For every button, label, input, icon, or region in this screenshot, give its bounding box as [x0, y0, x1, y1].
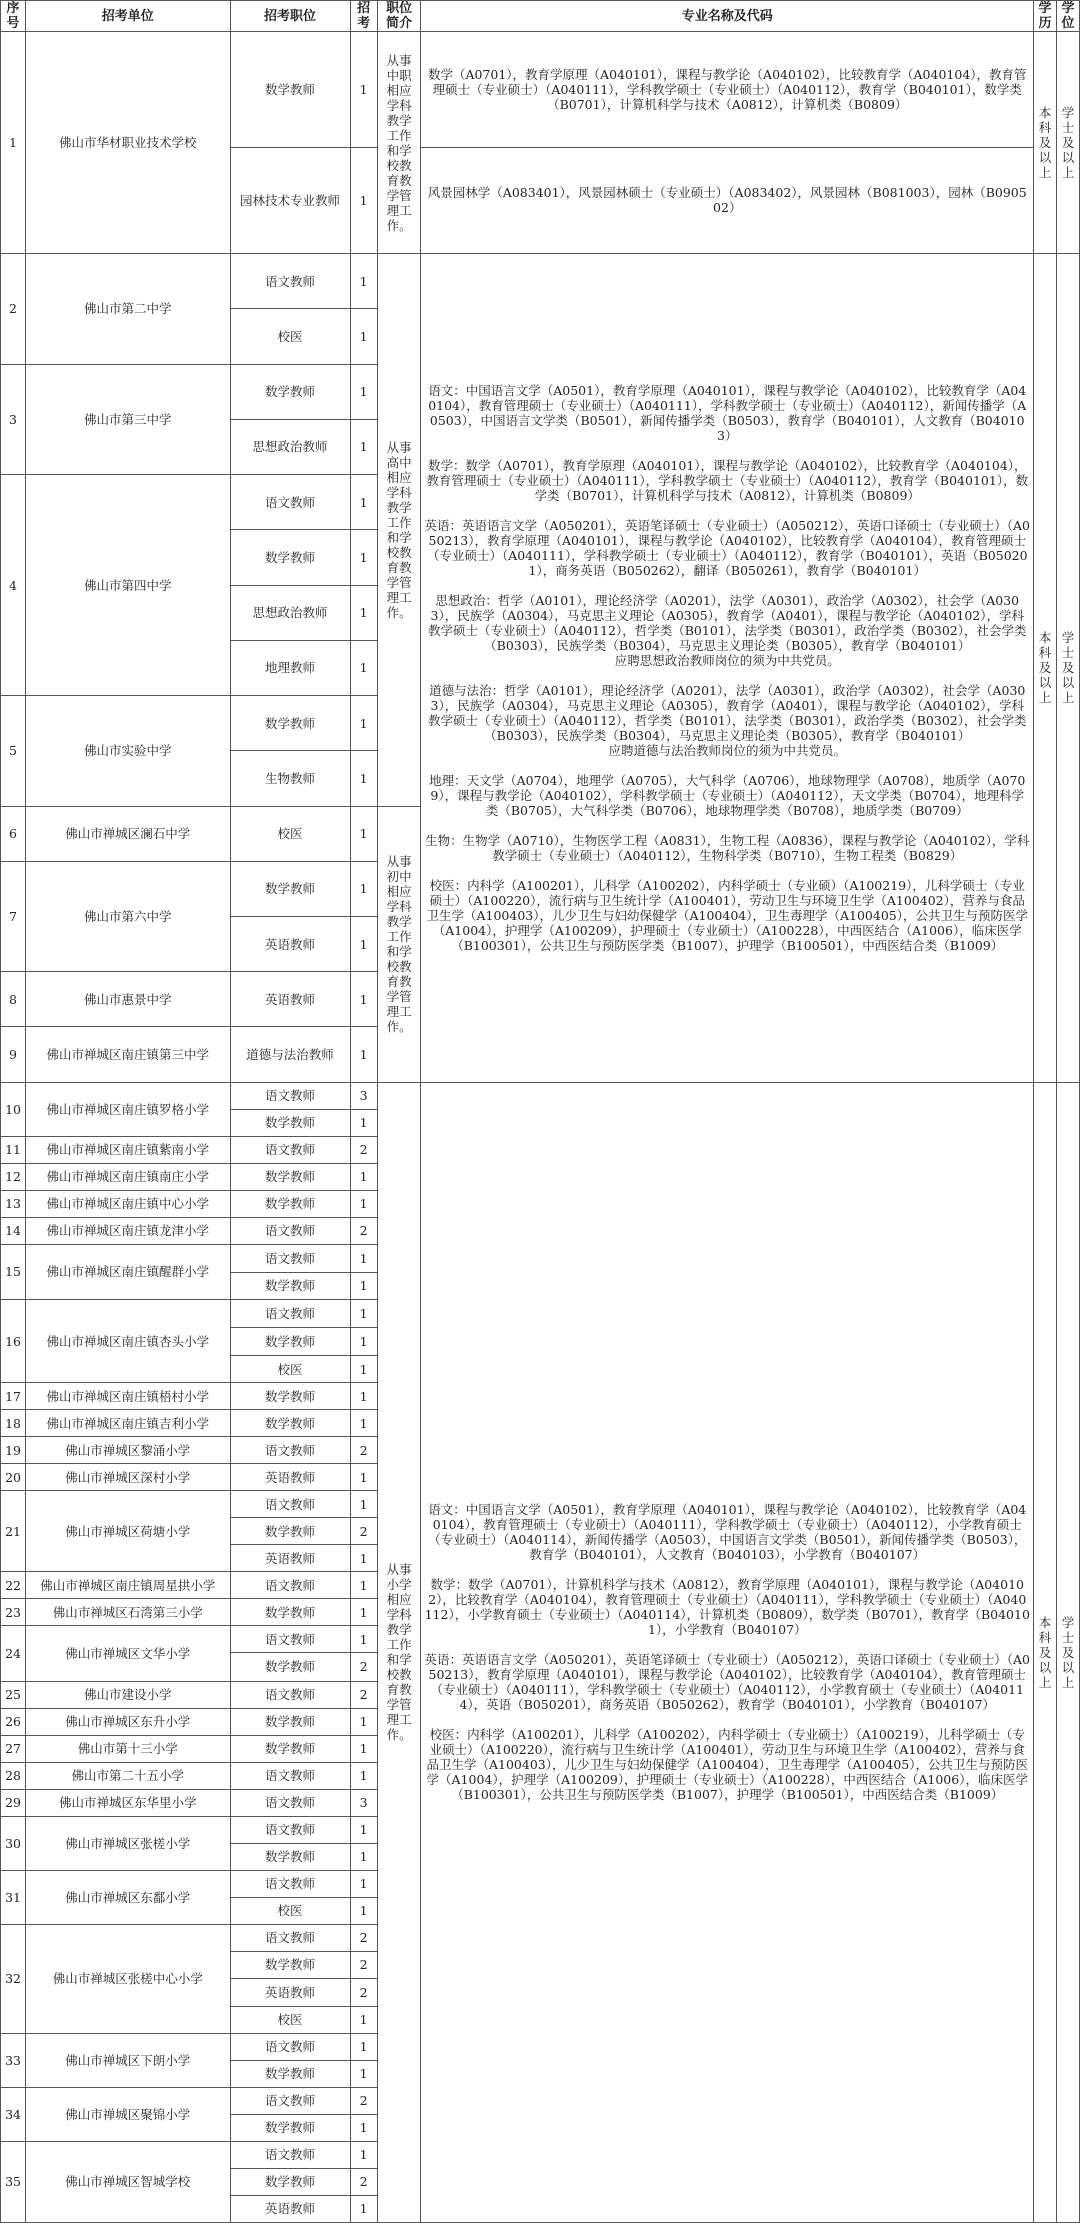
unit-name: 佛山市华材职业技术学校	[26, 32, 231, 254]
unit-name: 佛山市第六中学	[26, 861, 231, 971]
post-name: 数学教师	[230, 1410, 350, 1437]
table-body	[1, 32, 1080, 2223]
post-name: 语文教师	[230, 1217, 350, 1244]
post-name: 数学教师	[230, 1708, 350, 1735]
post-name: 数学教师	[230, 2114, 350, 2141]
unit-name: 佛山市禅城区智城学校	[26, 2141, 231, 2222]
post-name: 数学教师	[230, 1518, 350, 1545]
post-name: 语文教师	[230, 2033, 350, 2060]
post-name: 语文教师	[230, 1572, 350, 1599]
post-brief: 从事中职相应学科教学工作和学校教育教学管理工作。	[377, 32, 421, 254]
table-row	[1, 32, 1080, 148]
row-index: 13	[1, 1190, 26, 1217]
post-count: 1	[350, 1163, 377, 1190]
post-count: 1	[350, 147, 377, 253]
post-name: 语文教师	[230, 1870, 350, 1897]
unit-name: 佛山市实验中学	[26, 696, 231, 806]
degree-requirement	[1056, 1082, 1079, 2222]
post-count: 2	[350, 2168, 377, 2195]
row-index: 23	[1, 1599, 26, 1626]
unit-name: 佛山市建设小学	[26, 1681, 231, 1708]
post-name: 语文教师	[230, 2087, 350, 2114]
post-count: 1	[350, 751, 377, 806]
unit-name: 佛山市禅城区南庄镇梧村小学	[26, 1383, 231, 1410]
row-index: 31	[1, 1870, 26, 1924]
row-index: 34	[1, 2087, 26, 2141]
post-name: 语文教师	[230, 1626, 350, 1653]
post-count: 1	[350, 1762, 377, 1789]
post-name: 园林技术专业教师	[230, 147, 350, 253]
post-count: 1	[350, 2060, 377, 2087]
post-count: 2	[350, 1217, 377, 1244]
post-count: 1	[350, 2033, 377, 2060]
post-count: 2	[350, 1951, 377, 1978]
unit-name: 佛山市禅城区南庄镇南庄小学	[26, 1163, 231, 1190]
post-name: 数学教师	[230, 1599, 350, 1626]
post-name: 英语教师	[230, 1464, 350, 1491]
major-requirements: 语文：中国语言文学（A0501），教育学原理（A040101），课程与教学论（A040102），比较教育学（A040104），教育管理硕士（专业硕士）（A040111），学科教学硕士（专业硕士）（A040112），新闻传播学（A0503），中国语言文学类（B0501），新闻传播学类（B0503），教育学（B040101），人文教育（B040103） 数学：数学（A0701），教育学原理（A040101），课程与教学论（A040102），比较教育学（A040104），教育管理硕士（专业硕士）（A040111），学科教学硕士（专业硕士）（A040112），教育学（B040101），数学类（B0701），计算机科学与技术（A0812），计算机类（B0809） 英语：英语语言文学（A050201），英语笔译硕士（专业硕士）（A050212），英语口译硕士（专业硕士）（A050213），教育学原理（A040101），课程与教学论（A040102），比较教育学（A040104），教育管理硕士（专业硕士）（A040111），学科教学硕士（专业硕士）（A040112），教育学（B040101），英语（B050201），商务英语（B050262），翻译（B050261），教育学（B040101） 思想政治：哲学（A0101），理论经济学（A0201），法学（A0301），政治学（A0302），社会学（A0303），民族学（A0304），马克思主义理论（A0305），教育学（A0401），课程与教学论（A040102），学科教学硕士（专业硕士）（A040112），哲学类（B0101），法学类（B0301），政治学类（B0302），社会学类（B0303），民族学类（B0304），马克思主义理论类（B0305），教育学（B040101） 应聘思想政治教师岗位的须为中共党员。 道德与法治：哲学（A0101），理论经济学（A0201），法学（A0301），政治学（A0302），社会学（A0303），民族学（A0304），马克思主义理论（A0305），教育学（A0401），课程与教学论（A040102），学科教学硕士（专业硕士）（A040112），哲学类（B0101），法学类（B0301），政治学类（B0302），社会学类（B0303），民族学类（B0304），马克思主义理论类（B0305），教育学（B040101） 应聘道德与法治教师岗位的须为中共党员。 地理：天文学（A0704），地理学（A0705），大气科学（A0706），地球物理学（A0708），地质学（A0709），课程与教学论（A040102），学科教学硕士（专业硕士）（A040112），天文学类（B0704），地理科学类（B0705），大气科学类（B0706），地球物理学类（B0708），地质学类（B0709） 生物：生物学（A0710），生物医学工程（A0831），生物工程（A0836），课程与教学论（A040102），学科教学硕士（专业硕士）（A040112），生物科学类（B0710），生物工程类（B0829） 校医：内科学（A100201），儿科学（A100202），内科学硕士（专业硕）（A100219），儿科学硕士（专业硕士）（A100220），流行病与卫生统计学（A100401），劳动卫生与环境卫生学（A100402），营养与食品卫生学（A100403），儿少卫生与妇幼保健学（A100404），卫生毒理学（A100405），公共卫生与预防医学（A1004），护理学（A100209），护理硕士（专业硕士）（A100228），中西医结合（A1006），临床医学（B100301），公共卫生与预防医学类（B1007），护理学（B100501），中西医结合类（B1009）	[421, 254, 1034, 1083]
post-count: 1	[350, 1383, 377, 1410]
post-count: 1	[350, 2114, 377, 2141]
degree-text: 学士及以上	[1061, 105, 1075, 181]
post-name: 数学教师	[230, 1951, 350, 1978]
row-index: 19	[1, 1437, 26, 1464]
unit-name: 佛山市禅城区荷塘小学	[26, 1491, 231, 1572]
row-index: 27	[1, 1735, 26, 1762]
row-index: 33	[1, 2033, 26, 2087]
post-name: 数学教师	[230, 2060, 350, 2087]
post-count: 1	[350, 309, 377, 364]
post-count: 1	[350, 1299, 377, 1327]
post-name: 语文教师	[230, 2141, 350, 2168]
post-count: 1	[350, 2006, 377, 2033]
post-count: 2	[350, 1437, 377, 1464]
row-index: 8	[1, 972, 26, 1027]
post-name: 数学教师	[230, 1109, 350, 1136]
post-name: 数学教师	[230, 364, 350, 419]
post-count: 2	[350, 1924, 377, 1951]
row-index: 15	[1, 1244, 26, 1299]
post-name: 语文教师	[230, 1681, 350, 1708]
post-name: 数学教师	[230, 1328, 350, 1356]
unit-name: 佛山市禅城区文华小学	[26, 1626, 231, 1681]
post-brief: 从事初中相应学科教学工作和学校教育教学管理工作。	[377, 806, 421, 1082]
post-count: 3	[350, 1082, 377, 1109]
education-text: 本科及以上	[1038, 105, 1052, 181]
post-count: 1	[350, 696, 377, 751]
post-name: 校医	[230, 1356, 350, 1383]
header-brief: 职位简介	[377, 1, 421, 32]
post-count: 1	[350, 1027, 377, 1082]
post-name: 数学教师	[230, 1190, 350, 1217]
row-index: 12	[1, 1163, 26, 1190]
post-count: 1	[350, 916, 377, 971]
post-count: 2	[350, 1978, 377, 2006]
row-index: 16	[1, 1299, 26, 1382]
post-count: 1	[350, 419, 377, 474]
row-index: 2	[1, 254, 26, 364]
unit-name: 佛山市禅城区东鄱小学	[26, 1870, 231, 1924]
post-count: 1	[350, 585, 377, 640]
post-name: 语文教师	[230, 1299, 350, 1327]
unit-name: 佛山市禅城区黎涌小学	[26, 1437, 231, 1464]
unit-name: 佛山市禅城区石湾第三小学	[26, 1599, 231, 1626]
row-index: 9	[1, 1027, 26, 1082]
post-count: 1	[350, 1572, 377, 1599]
post-count: 1	[350, 972, 377, 1027]
post-name: 语文教师	[230, 1082, 350, 1109]
post-name: 数学教师	[230, 696, 350, 751]
row-index: 22	[1, 1572, 26, 1599]
header-row	[1, 1, 1080, 32]
post-count: 1	[350, 1109, 377, 1136]
unit-name: 佛山市禅城区澜石中学	[26, 806, 231, 861]
unit-name: 佛山市第十三小学	[26, 1735, 231, 1762]
row-index: 14	[1, 1217, 26, 1244]
row-index: 21	[1, 1491, 26, 1572]
row-index: 30	[1, 1816, 26, 1870]
unit-name: 佛山市禅城区张槎中心小学	[26, 1924, 231, 2033]
post-count: 1	[350, 640, 377, 695]
row-index: 5	[1, 696, 26, 806]
post-name: 语文教师	[230, 1924, 350, 1951]
table-row	[1, 254, 1080, 309]
header-count: 招考	[350, 1, 377, 32]
post-name: 数学教师	[230, 1653, 350, 1681]
post-count: 1	[350, 1626, 377, 1653]
unit-name: 佛山市禅城区南庄镇醒群小学	[26, 1244, 231, 1299]
post-count: 3	[350, 1789, 377, 1816]
row-index: 1	[1, 32, 26, 254]
education-requirement	[1034, 32, 1057, 254]
row-index: 26	[1, 1708, 26, 1735]
post-count: 1	[350, 1410, 377, 1437]
education-requirement	[1034, 1082, 1057, 2222]
post-name: 语文教师	[230, 254, 350, 309]
post-name: 生物教师	[230, 751, 350, 806]
post-name: 英语教师	[230, 972, 350, 1027]
unit-name: 佛山市禅城区深村小学	[26, 1464, 231, 1491]
post-name: 语文教师	[230, 1762, 350, 1789]
post-count: 1	[350, 806, 377, 861]
unit-name: 佛山市禅城区张槎小学	[26, 1816, 231, 1870]
unit-name: 佛山市禅城区南庄镇紫南小学	[26, 1136, 231, 1163]
unit-name: 佛山市禅城区南庄镇杏头小学	[26, 1299, 231, 1382]
education-text: 本科及以上	[1038, 630, 1052, 706]
unit-name: 佛山市禅城区东华里小学	[26, 1789, 231, 1816]
post-count: 1	[350, 1545, 377, 1572]
degree-text: 学士及以上	[1061, 1614, 1075, 1690]
header-index: 序号	[1, 1, 26, 32]
post-count: 2	[350, 1518, 377, 1545]
row-index: 17	[1, 1383, 26, 1410]
post-count: 1	[350, 1491, 377, 1518]
degree-requirement	[1056, 254, 1079, 1083]
unit-name: 佛山市第二十五小学	[26, 1762, 231, 1789]
post-count: 1	[350, 2195, 377, 2222]
post-count: 1	[350, 1464, 377, 1491]
post-name: 校医	[230, 2006, 350, 2033]
major-requirements: 数学（A0701），教育学原理（A040101），课程与教学论（A040102），比较教育学（A040104），教育管理硕士（专业硕士）（A040111），学科教学硕士（专业硕士）（A040112），教育学（B040101），数学类（B0701），计算机科学与技术（A0812），计算机类（B0809）	[421, 32, 1034, 148]
post-count: 2	[350, 2087, 377, 2114]
post-name: 语文教师	[230, 1789, 350, 1816]
post-count: 2	[350, 1653, 377, 1681]
post-name: 校医	[230, 1897, 350, 1924]
post-count: 1	[350, 530, 377, 585]
post-count: 1	[350, 1190, 377, 1217]
post-name: 语文教师	[230, 1816, 350, 1843]
row-index: 11	[1, 1136, 26, 1163]
post-count: 2	[350, 1681, 377, 1708]
post-name: 思想政治教师	[230, 419, 350, 474]
post-name: 语文教师	[230, 1437, 350, 1464]
degree-requirement	[1056, 32, 1079, 254]
post-count: 1	[350, 1244, 377, 1272]
row-index: 35	[1, 2141, 26, 2222]
row-index: 28	[1, 1762, 26, 1789]
post-count: 1	[350, 254, 377, 309]
degree-text: 学士及以上	[1061, 630, 1075, 706]
unit-name: 佛山市禅城区南庄镇龙津小学	[26, 1217, 231, 1244]
unit-name: 佛山市禅城区南庄镇中心小学	[26, 1190, 231, 1217]
post-count: 1	[350, 2141, 377, 2168]
post-name: 语文教师	[230, 475, 350, 530]
post-name: 校医	[230, 309, 350, 364]
post-name: 校医	[230, 806, 350, 861]
row-index: 7	[1, 861, 26, 971]
post-name: 数学教师	[230, 530, 350, 585]
post-name: 数学教师	[230, 1163, 350, 1190]
unit-name: 佛山市禅城区南庄镇周星拱小学	[26, 1572, 231, 1599]
post-name: 地理教师	[230, 640, 350, 695]
education-requirement	[1034, 254, 1057, 1083]
post-name: 数学教师	[230, 32, 350, 148]
post-name: 数学教师	[230, 1383, 350, 1410]
major-requirements: 语文：中国语言文学（A0501），教育学原理（A040101），课程与教学论（A040102），比较教育学（A040104），教育管理硕士（专业硕士）（A040111），学科教学硕士（专业硕士）（A040112），小学教育硕士（专业硕士）（A040114），新闻传播学（A0503），中国语言文学类（B0501），新闻传播学类（B0503），教育学（B040101），人文教育（B040103），小学教育（B040107） 数学：数学（A0701），计算机科学与技术（A0812），教育学原理（A040101），课程与教学论（A040102），比较教育学（A040104），教育管理硕士（专业硕士）（A040111），学科教学硕士（专业硕士）（A040112），小学教育硕士（专业硕士）（A040114），计算机类（B0809），数学类（B0701），教育学（B040101），小学教育（B040107） 英语：英语语言文学（A050201），英语笔译硕士（专业硕士）（A050212），英语口译硕士（专业硕士）（A050213），教育学原理（A040101），课程与教学论（A040102），比较教育学（A040104），教育管理硕士（专业硕士）（A040111），学科教学硕士（专业硕士）（A040112），小学教育硕士（专业硕士）（A040114），英语（B050201），商务英语（B050262），教育学（B040101），小学教育（B040107） 校医：内科学（A100201），儿科学（A100202），内科学硕士（专业硕士）（A100219），儿科学硕士（专业硕士）（A100220），流行病与卫生统计学（A100401），劳动卫生与环境卫生学（A100402），营养与食品卫生学（A100403），儿少卫生与妇幼保健学（A100404），卫生毒理学（A100405），公共卫生与预防医学（A1004），护理学（A100209），护理硕士（专业硕士）（A100228），中西医结合（A1006），临床医学（B100301），公共卫生与预防医学类（B1007），护理学（B100501），中西医结合类（B1009）	[421, 1082, 1034, 2222]
post-count: 1	[350, 861, 377, 916]
major-requirements: 风景园林学（A083401），风景园林硕士（专业硕士）（A083402），风景园林（B081003），园林（B090502）	[421, 147, 1034, 253]
post-name: 英语教师	[230, 1978, 350, 2006]
row-index: 6	[1, 806, 26, 861]
header-major: 专业名称及代码	[421, 1, 1034, 32]
education-text: 本科及以上	[1038, 1614, 1052, 1690]
row-index: 18	[1, 1410, 26, 1437]
unit-name: 佛山市禅城区南庄镇第三中学	[26, 1027, 231, 1082]
row-index: 4	[1, 475, 26, 696]
table-row	[1, 1082, 1080, 1109]
row-index: 29	[1, 1789, 26, 1816]
post-name: 道德与法治教师	[230, 1027, 350, 1082]
header-unit: 招考单位	[26, 1, 231, 32]
row-index: 24	[1, 1626, 26, 1681]
post-name: 数学教师	[230, 1843, 350, 1870]
post-name: 思想政治教师	[230, 585, 350, 640]
unit-name: 佛山市禅城区下朗小学	[26, 2033, 231, 2087]
post-name: 英语教师	[230, 1545, 350, 1572]
post-name: 数学教师	[230, 2168, 350, 2195]
post-name: 语文教师	[230, 1244, 350, 1272]
unit-name: 佛山市惠景中学	[26, 972, 231, 1027]
post-count: 1	[350, 1599, 377, 1626]
header-post: 招考职位	[230, 1, 350, 32]
post-count: 1	[350, 1328, 377, 1356]
row-index: 20	[1, 1464, 26, 1491]
unit-name: 佛山市禅城区聚锦小学	[26, 2087, 231, 2141]
unit-name: 佛山市禅城区南庄镇罗格小学	[26, 1082, 231, 1136]
unit-name: 佛山市禅城区东升小学	[26, 1708, 231, 1735]
post-count: 1	[350, 1735, 377, 1762]
row-index: 32	[1, 1924, 26, 2033]
post-name: 语文教师	[230, 1136, 350, 1163]
post-count: 1	[350, 1870, 377, 1897]
row-index: 25	[1, 1681, 26, 1708]
post-name: 数学教师	[230, 1272, 350, 1299]
row-index: 10	[1, 1082, 26, 1136]
header-degree: 学位	[1056, 1, 1079, 32]
post-count: 1	[350, 364, 377, 419]
header-education: 学历	[1034, 1, 1057, 32]
unit-name: 佛山市第三中学	[26, 364, 231, 474]
post-count: 1	[350, 1356, 377, 1383]
post-count: 1	[350, 1272, 377, 1299]
post-name: 语文教师	[230, 1491, 350, 1518]
post-count: 1	[350, 32, 377, 148]
post-name: 数学教师	[230, 861, 350, 916]
post-brief: 从事高中相应学科教学工作和学校教育教学管理工作。	[377, 254, 421, 806]
unit-name: 佛山市禅城区南庄镇吉利小学	[26, 1410, 231, 1437]
post-count: 1	[350, 1816, 377, 1843]
post-name: 英语教师	[230, 916, 350, 971]
post-name: 数学教师	[230, 1735, 350, 1762]
post-count: 1	[350, 1897, 377, 1924]
post-count: 1	[350, 475, 377, 530]
post-count: 1	[350, 1708, 377, 1735]
post-count: 1	[350, 1843, 377, 1870]
post-brief: 从事小学相应学科教学工作和学校教育教学管理工作。	[377, 1082, 421, 2222]
unit-name: 佛山市第四中学	[26, 475, 231, 696]
row-index: 3	[1, 364, 26, 474]
post-name: 英语教师	[230, 2195, 350, 2222]
post-count: 2	[350, 1136, 377, 1163]
unit-name: 佛山市第二中学	[26, 254, 231, 364]
